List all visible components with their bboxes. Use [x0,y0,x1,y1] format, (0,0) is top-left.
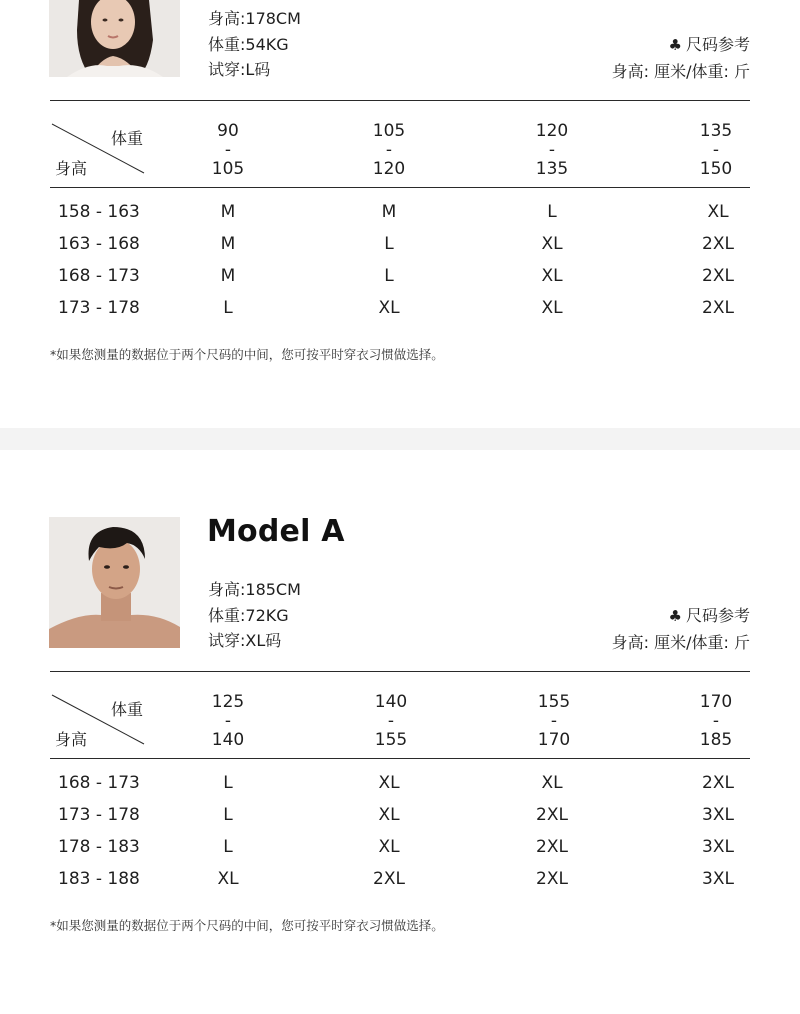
table-row [50,228,750,260]
size-cell: XL [378,773,400,793]
height-range: 173 - 178 [58,805,140,825]
size-reference-block [612,603,750,655]
corner-height-label: 身高 [55,730,88,749]
units-label: 身高: 厘米/体重: 斤 [611,61,750,81]
height-range: 158 - 163 [58,202,140,222]
model-weight: 体重:54KG [208,34,289,54]
weight-range-col-1: 90 - 105 [211,121,245,179]
size-cell: 3XL [702,805,734,825]
male-model-stats [208,577,301,654]
weight-range-col-3: 120 - 135 [535,121,569,179]
size-cell: XL [707,202,729,222]
table-row [50,831,750,863]
table-row [50,196,750,228]
weight-range-col-1: 125 - 140 [211,692,245,750]
model-weight: 体重:72KG [208,605,289,625]
model-trial-size: 试穿:L码 [208,60,271,79]
club-icon: ♣ [668,607,682,625]
weight-range-col-2: 105 - 120 [372,121,406,179]
table-row [50,292,750,324]
female-model-stats [208,6,301,83]
size-cell: 3XL [702,837,734,857]
size-reference-label: 尺码参考 [685,35,750,54]
table-header-rule [50,187,750,188]
size-cell: XL [541,773,563,793]
male-model-photo [49,517,180,648]
table-row [50,799,750,831]
size-cell: 2XL [373,869,405,889]
corner-weight-label: 体重 [111,129,144,148]
size-cell: L [384,266,394,286]
table-row [50,260,750,292]
model-trial-size: 试穿:XL码 [208,631,282,650]
size-cell: L [547,202,557,222]
size-cell: 2XL [536,869,568,889]
table-top-rule [50,671,750,672]
size-reference-label: 尺码参考 [685,606,750,625]
corner-height-label: 身高 [55,159,88,178]
model-name: Model A [207,514,345,549]
size-chart-section-2 [0,450,800,1014]
height-range: 163 - 168 [58,234,140,254]
size-cell: XL [217,869,239,889]
size-cell: XL [378,298,400,318]
height-range: 183 - 188 [58,869,140,889]
size-cell: XL [541,234,563,254]
size-cell: 2XL [536,805,568,825]
weight-range-col-4: 170 - 185 [699,692,733,750]
size-cell: M [381,202,397,222]
size-note: *如果您测量的数据位于两个尺码的中间，您可按平时穿衣习惯做选择。 [50,918,444,933]
height-range: 168 - 173 [58,266,140,286]
corner-weight-label: 体重 [111,700,144,719]
table-row [50,767,750,799]
size-cell: XL [378,837,400,857]
size-cell: 2XL [702,298,734,318]
size-cell: L [223,805,233,825]
table-corner-header [50,689,146,747]
size-cell: 2XL [536,837,568,857]
model-height: 身高:178CM [208,9,301,28]
size-cell: 2XL [702,234,734,254]
height-range: 178 - 183 [58,837,140,857]
size-cell: L [223,837,233,857]
size-cell: M [220,202,236,222]
size-cell: XL [541,266,563,286]
club-icon: ♣ [668,36,682,54]
table-corner-header [50,118,146,176]
size-chart-section-1 [0,0,800,428]
weight-range-col-3: 155 - 170 [537,692,571,750]
table-header-rule [50,758,750,759]
size-cell: XL [541,298,563,318]
size-cell: L [223,298,233,318]
table-row [50,863,750,895]
size-cell: L [384,234,394,254]
female-model-photo [49,0,180,77]
size-reference-block [612,32,750,84]
weight-range-col-4: 135 - 150 [699,121,733,179]
height-range: 168 - 173 [58,773,140,793]
size-note: *如果您测量的数据位于两个尺码的中间，您可按平时穿衣习惯做选择。 [50,347,444,362]
size-cell: M [220,234,236,254]
size-cell: L [223,773,233,793]
units-label: 身高: 厘米/体重: 斤 [611,632,750,652]
size-cell: 3XL [702,869,734,889]
section-divider [0,428,800,450]
weight-range-col-2: 140 - 155 [374,692,408,750]
table-top-rule [50,100,750,101]
size-cell: 2XL [702,773,734,793]
size-cell: M [220,266,236,286]
height-range: 173 - 178 [58,298,140,318]
size-cell: 2XL [702,266,734,286]
size-cell: XL [378,805,400,825]
model-height: 身高:185CM [208,580,301,599]
